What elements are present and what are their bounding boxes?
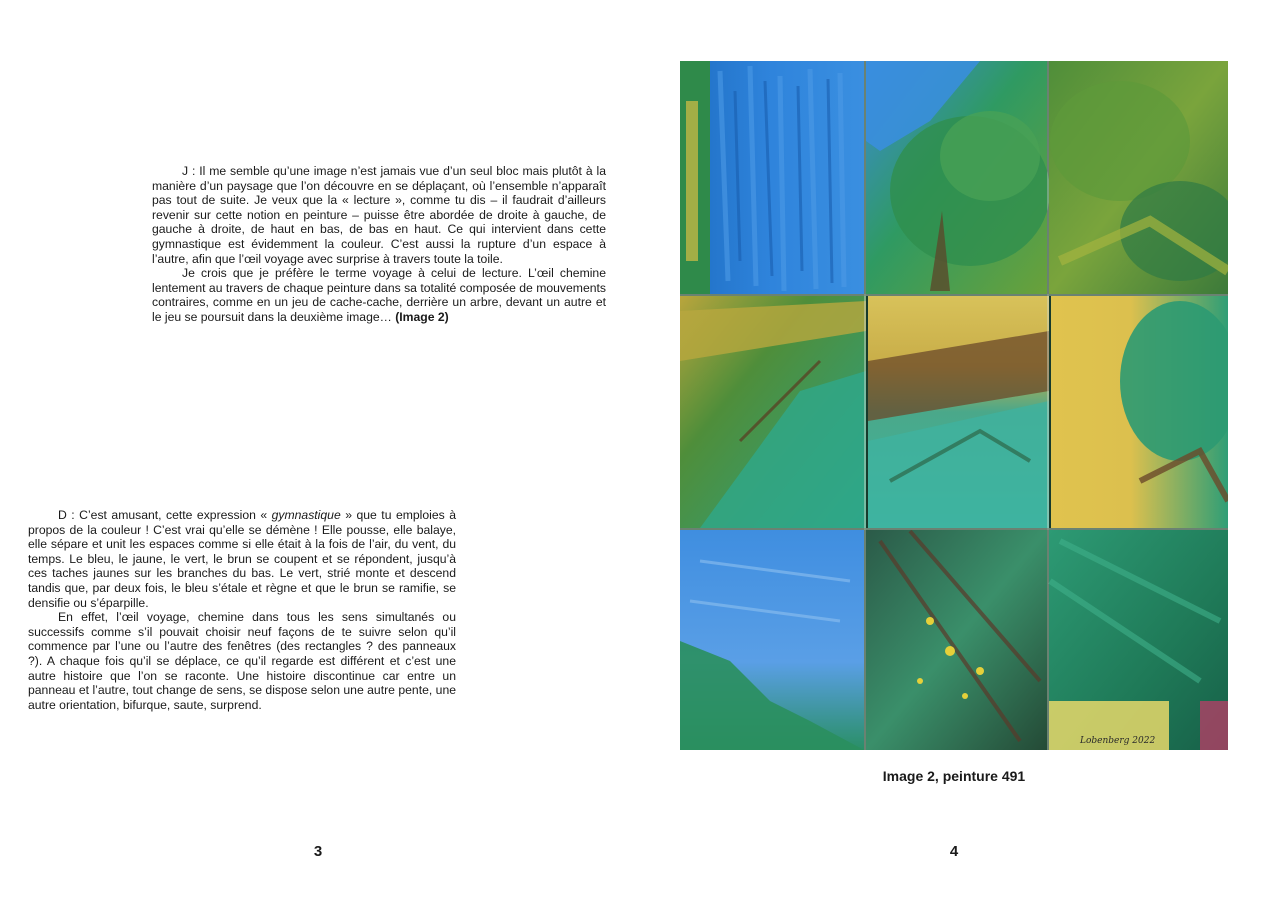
paragraph-j-2 bbox=[152, 266, 606, 324]
paragraph-d-2: En effet, l’œil voyage, chemine dans tous les sens simultanés ou successifs comme s’il pouvait choisir neuf façons de te suivre selon qu’il commence par l’une ou l’autre des fenêtres (des rectangles ? des panneaux ?). A chaque fois qu’il se déplace, ce qu’il regarde est différent et c’est une autre histoire que l’on se raconte. Une histoire discontinue car entre un panneau et l’autre, tout change de sens, se dispose selon une autre pente, une autre orientation, bifurque, saute, surprend. bbox=[28, 610, 456, 712]
right-page bbox=[636, 0, 1272, 900]
paragraph-d-1-start: D : C’est amusant, cette expression « bbox=[58, 508, 272, 522]
page-number-right: 4 bbox=[949, 843, 959, 860]
paragraph-j-2-text: Je crois que je préfère le terme voyage à celui de lecture. L’œil chemine lentement au travers de chaque peinture dans sa totalité composée de mouvements contraires, comme en un jeu de cache-cache, derrière un arbre, devant un autre et le jeu se poursuit dans la deuxième image… bbox=[152, 266, 606, 324]
dialogue-block-j bbox=[152, 164, 606, 325]
image-caption: Image 2, peinture 491 bbox=[882, 768, 1026, 784]
paragraph-d-1-end: » que tu emploies à propos de la couleur ! C’est vrai qu’elle se démène ! Elle pousse, elle balaye, elle sépare et unit les espaces comme si elle était à la fois de l’air, du vent, du temps. Le bleu, le jaune, le vert, le brun se coupent et se répondent, jusqu’à ces taches jaunes sur les branches du bas. Le vert, strié monte et descend tandis que, par deux fois, le bleu s’étale et règne et que le brun se ramifie, se densifie ou s’éparpille. bbox=[28, 508, 456, 610]
italic-term: gymnastique bbox=[271, 508, 341, 522]
painting-image bbox=[680, 61, 1228, 750]
painting-canvas bbox=[680, 61, 1228, 750]
paragraph-d-1 bbox=[28, 508, 456, 610]
painting-signature: Lobenberg 2022 bbox=[1080, 736, 1156, 746]
dialogue-block-d bbox=[28, 508, 456, 712]
page-number-left: 3 bbox=[313, 843, 323, 860]
paragraph-j-1: J : Il me semble qu’une image n’est jamais vue d’un seul bloc mais plutôt à la manière d’un paysage que l’on découvre en se déplaçant, où l’ensemble n’apparaît pas tout de suite. Je veux que la « lecture », comme tu dis – il faudrait d’ailleurs revenir sur cette notion en peinture – puisse être abordée de droite à gauche, de gauche à droite, de haut en bas, de bas en haut. Ce qui intervient dans cette gymnastique est évidemment la couleur. C’est aussi la rupture d’un espace à l’autre, afin que l’œil voyage avec surprise à travers toute la toile. bbox=[152, 164, 606, 266]
image-reference: (Image 2) bbox=[395, 309, 449, 324]
